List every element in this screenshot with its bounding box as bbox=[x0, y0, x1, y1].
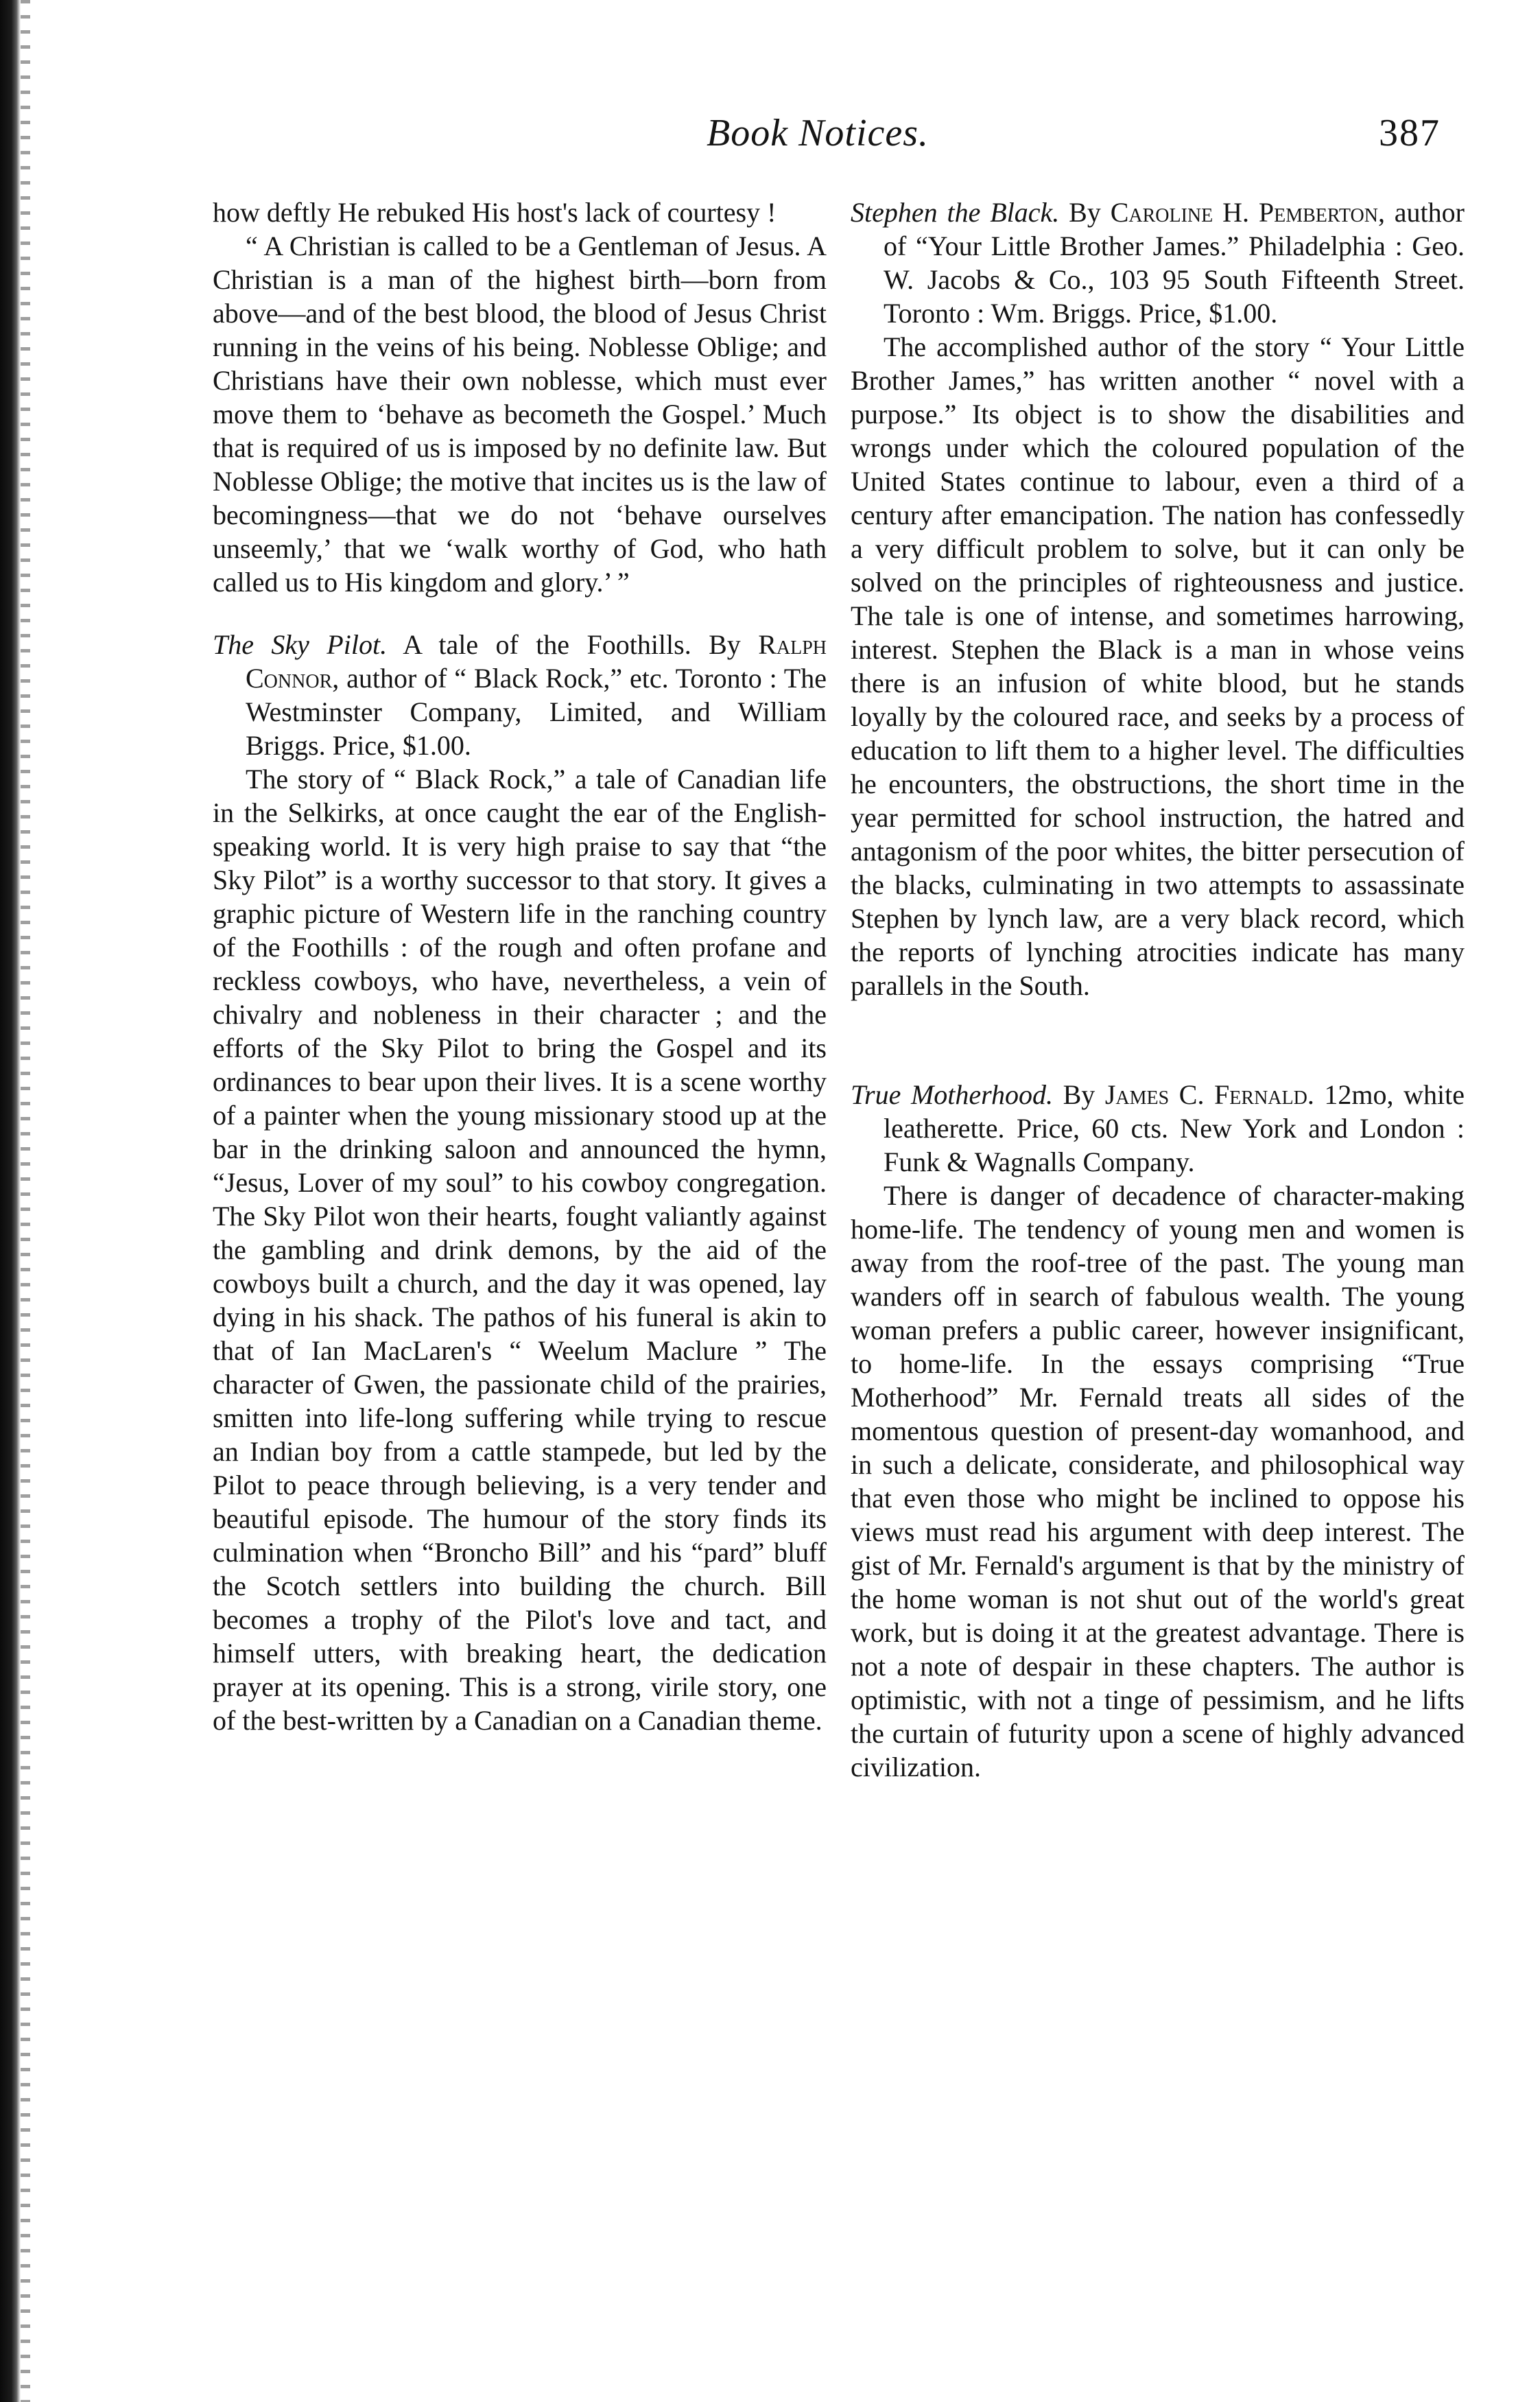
book-title: True Motherhood. bbox=[851, 1079, 1053, 1110]
book-author: Caroline H. Pemberton bbox=[1110, 197, 1378, 228]
book-heading bbox=[213, 628, 827, 762]
book-by: By bbox=[1059, 197, 1111, 228]
book-tagline: A tale of the Foothills. By bbox=[387, 629, 759, 660]
quotation-paragraph: “ A Christian is called to be a Gentleman of Jesus. A Christian is a man of the highest birth—born from above—and of the best blood, the blood of Jesus Christ running in the veins of his being. Noblesse Oblige; and Christians have their own noblesse, which must ever move them to ‘behave as becometh the Gospel.’ Much that is required of us is imposed by no definite law. But Noblesse Oblige; the motive that incites us is the law of becomingness—that we do not ‘behave ourselves unseemly,’ that we ‘walk worthy of God, who hath called us to His kingdom and glory.’ ” bbox=[213, 231, 827, 598]
book-notice-true-motherhood bbox=[851, 1078, 1465, 1784]
continued-text: how deftly He rebuked His host's lack of courtesy ! bbox=[213, 197, 777, 228]
book-title: The Sky Pilot. bbox=[213, 629, 388, 660]
book-heading bbox=[851, 1078, 1465, 1179]
running-title: Book Notices. bbox=[707, 112, 929, 154]
book-notice-sky-pilot bbox=[213, 628, 827, 1737]
book-details: , author of “Your Little Brother James.” Philadelphia : Geo. W. Jacobs & Co., 103 95 South Fifteenth Street. Toronto : Wm. Briggs. Price, $1.00. bbox=[884, 197, 1465, 329]
book-review: There is danger of decadence of character-making home-life. The tendency of young men and women is away from the roof-tree of the past. The young man wanders off in search of fabulous wealth. The young woman prefers a public career, however insignificant, to home-life. In the essays comprising “True Motherhood” Mr. Fernald treats all sides of the momentous question of present-day womanhood, and in such a delicate, considerate, and philosophical way that even those who might be inclined to oppose his views must read his argument with deep interest. The gist of Mr. Fernald's argument is that by the ministry of the home woman is not shut out of the world's great work, but is doing it at the greatest advantage. There is not a note of despair in these chapters. The author is optimistic, with not a tinge of pessimism, and he lifts the curtain of futurity upon a scene of highly advanced civilization. bbox=[851, 1180, 1465, 1782]
binding-edge bbox=[0, 0, 21, 2402]
book-heading bbox=[851, 196, 1465, 330]
running-head bbox=[707, 103, 1441, 165]
book-details: . 12mo, white leatherette. Price, 60 cts. New York and London : Funk & Wagnalls Company. bbox=[884, 1079, 1465, 1177]
book-title: Stephen the Black. bbox=[851, 197, 1060, 228]
right-column bbox=[851, 196, 1465, 1784]
book-review: The accomplished author of the story “ Your Little Brother James,” has written another “ novel with a purpose.” Its object is to show the disabilities and wrongs under which the coloured population of the United States continue to labour, even a third of a century after emancipation. The nation has confessedly a very difficult problem to solve, but it can only be solved on the principles of righteousness and justice. The tale is one of intense, and sometimes harrowing, interest. Stephen the Black is a man in whose veins there is an infusion of white blood, but he stands loyally by the coloured race, and seeks by a process of education to lift them to a higher level. The difficulties he encounters, the obstructions, the short time in the year permitted for school instruction, the hatred and antagonism of the poor whites, the bitter persecution of the blacks, culminating in two attempts to assassinate Stephen by lynch law, are a very black record, which the reports of lynching atrocities indicate has many parallels in the South. bbox=[851, 331, 1465, 1001]
book-author: James C. Fernald bbox=[1104, 1079, 1307, 1110]
book-by: By bbox=[1052, 1079, 1105, 1110]
page-number: 387 bbox=[1379, 112, 1441, 154]
book-notice-stephen-the-black bbox=[851, 196, 1465, 1002]
book-author: Ralph Connor bbox=[246, 629, 827, 694]
book-details: , author of “ Black Rock,” etc. Toronto : The Westminster Company, Limited, and William Briggs. Price, $1.00. bbox=[246, 663, 827, 761]
book-review: The story of “ Black Rock,” a tale of Canadian life in the Selkirks, at once caught the ear of the English-speaking world. It is very high praise to say that “the Sky Pilot” is a worthy successor to that story. It gives a graphic picture of Western life in the ranching country of the Foothills : of the rough and often profane and reckless cowboys, who have, nevertheless, a vein of chivalry and nobleness in their character ; and the efforts of the Sky Pilot to bring the Gospel and its ordinances to bear upon their lives. It is a scene worthy of a painter when the young missionary stood up at the bar in the drinking saloon and announced the hymn, “Jesus, Lover of my soul” to his cowboy congregation. The Sky Pilot won their hearts, fought valiantly against the gambling and drink demons, by the aid of the cowboys built a church, and the day it was opened, lay dying in his shack. The pathos of his funeral is akin to that of Ian MacLaren's “ Weelum Maclure ” The character of Gwen, the passionate child of the prairies, smitten into life-long suffering while trying to rescue an Indian boy from a cattle stampede, but led by the Pilot to peace through believing, is a very tender and beautiful episode. The humour of the story finds its culmination when “Broncho Bill” and his “pard” bluff the Scotch settlers into building the church. Bill becomes a trophy of the Pilot's love and tact, and himself utters, with breaking heart, the dedication prayer at its opening. This is a strong, virile story, one of the best-written by a Canadian on a Canadian theme. bbox=[213, 764, 827, 1736]
left-column bbox=[213, 196, 827, 1737]
